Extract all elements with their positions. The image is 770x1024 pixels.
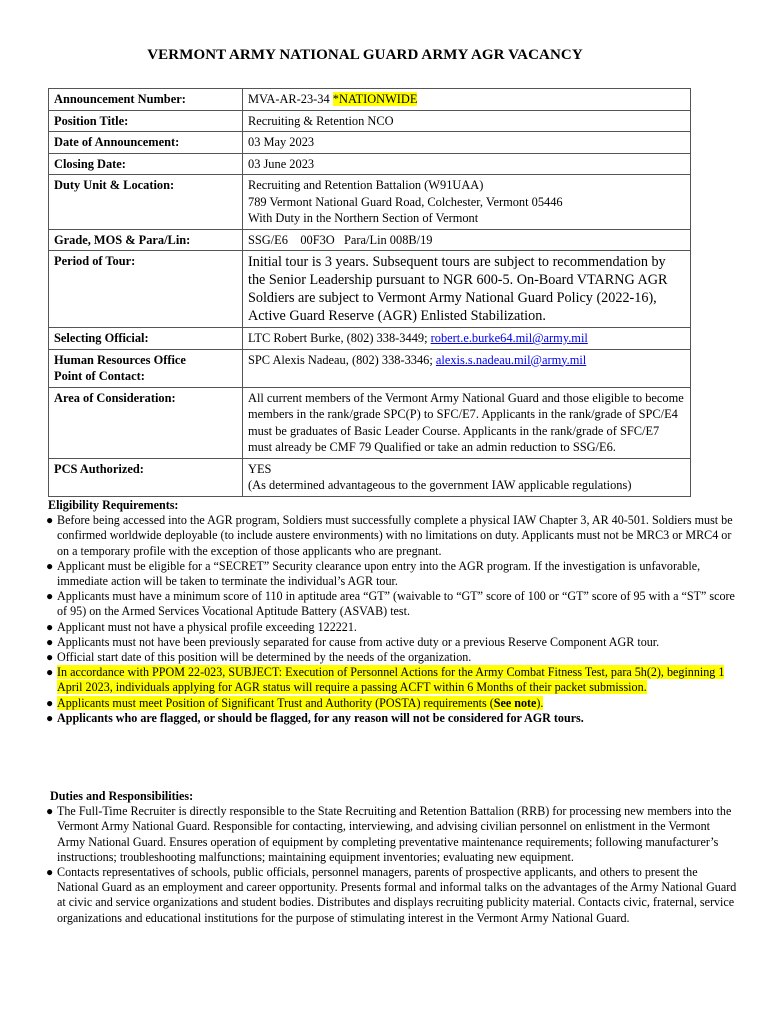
eligibility-item: [48, 650, 738, 665]
eligibility-item: [48, 635, 738, 650]
selecting-value: [243, 328, 691, 350]
eligibility-item: [48, 513, 738, 559]
row-duty: [49, 175, 691, 230]
bullet-icon: ●: [46, 665, 54, 680]
row-closing: [49, 153, 691, 175]
hr-label: [49, 349, 243, 387]
pcs-answer: YES: [248, 461, 272, 476]
duties-list: [48, 804, 738, 926]
position-value: Recruiting & Retention NCO: [243, 110, 691, 132]
duty-line: Recruiting and Retention Battalion (W91UAA): [248, 178, 484, 192]
nationwide-tag: *NATIONWIDE: [332, 92, 418, 106]
bullet-icon: ●: [46, 589, 54, 604]
duty-value: [243, 175, 691, 230]
row-hr: [49, 349, 691, 387]
bullet-icon: ●: [46, 513, 54, 528]
eligibility-item-text: Applicants must not have been previously separated for cause from active duty or a previous Reserve Component AGR tour.: [57, 634, 660, 649]
period-label: Period of Tour:: [49, 251, 243, 328]
pcs-note: (As determined advantageous to the government IAW applicable regulations): [248, 478, 632, 492]
posta-text: Applicants must meet Position of Significant Trust and Authority (POSTA) requirements (: [57, 695, 494, 710]
duties-section: [48, 789, 738, 926]
duty-label: Duty Unit & Location:: [49, 175, 243, 230]
hr-label-line: Point of Contact:: [54, 369, 145, 383]
hr-contact: SPC Alexis Nadeau, (802) 338-3346;: [248, 352, 436, 367]
selecting-email-link[interactable]: robert.e.burke64.mil@army.mil: [430, 331, 588, 345]
announcement-number: MVA-AR-23-34: [248, 92, 333, 106]
duty-line: 789 Vermont National Guard Road, Colchester, Vermont 05446: [248, 194, 563, 209]
eligibility-item-text: Applicants must have a minimum score of 110 in aptitude area “GT” (waivable to “GT” score of 100 or “GT” score of 95 with a “ST” score of 95) on the Armed Services Vocational Aptitude Battery (ASVAB) test.: [57, 589, 735, 619]
eligibility-item-text: Before being accessed into the AGR program, Soldiers must successfully complete a physical IAW Chapter 3, AR 40-501. Soldiers must be confirmed worldwide deployable (to include austere environments) with no limitations on duty. Applicants must not be MRC3 or MRC4 or on a temporary profile with the exception of those applicants who are pregnant.: [57, 513, 733, 558]
row-announcement: [49, 89, 691, 111]
duty-item: [48, 804, 738, 865]
duty-item-text: The Full-Time Recruiter is directly responsible to the State Recruiting and Retention Battalion (RRB) for processing new members into the Vermont Army National Guard. Responsible for contacting, interviewing, and advising civilian personnel on enlistment in the Vermont Army National Guard. Ensures operation of equipment by completing preventative maintenance requirements; following manufacturer’s instructions; troubleshooting malfunctions; maintaining equipment inventories; evaluating new equipment.: [57, 804, 732, 864]
bullet-icon: ●: [46, 804, 54, 819]
duties-heading: Duties and Responsibilities:: [50, 789, 194, 803]
eligibility-item-text: Official start date of this position will be determined by the needs of the organization.: [57, 650, 472, 665]
date-value: 03 May 2023: [243, 132, 691, 154]
date-label: Date of Announcement:: [49, 132, 243, 154]
area-label: Area of Consideration:: [49, 387, 243, 458]
hr-label-line: Human Resources Office: [54, 352, 186, 367]
posta-end: ).: [536, 695, 544, 710]
duty-item-text: Contacts representatives of schools, public officials, personnel managers, parents of prospective applicants, and others to present the National Guard as an employment and career opportunity. Presents formal and informal talks on the advantages of the Army National Guard at civic and service organizations and student bodies. Distributes and displays recruiting publicity material. Contacts civic, fraternal, service organizations and educational institutions for the purpose of stimulating interest in the Vermont Army National Guard.: [57, 865, 737, 925]
row-selecting: [49, 328, 691, 350]
bullet-icon: ●: [46, 865, 54, 880]
row-position: [49, 110, 691, 132]
bullet-icon: ●: [46, 634, 54, 649]
selecting-label: Selecting Official:: [49, 328, 243, 350]
announcement-label: Announcement Number:: [49, 89, 243, 111]
posta-requirement-text: [57, 696, 543, 710]
row-area: [49, 387, 691, 458]
posta-see-note: See note: [493, 695, 537, 710]
eligibility-item-text: Applicant must not have a physical profile exceeding 122221.: [57, 619, 357, 634]
announcement-value: [243, 89, 691, 111]
bullet-icon: ●: [46, 650, 54, 665]
duty-item: [48, 865, 738, 926]
hr-value: [243, 349, 691, 387]
grade-value: SSG/E6 00F3O Para/Lin 008B/19: [243, 229, 691, 251]
pcs-value: [243, 458, 691, 496]
row-period: [49, 251, 691, 328]
page-title: VERMONT ARMY NATIONAL GUARD ARMY AGR VACANCY: [147, 47, 583, 63]
eligibility-item-posta: [48, 696, 738, 711]
eligibility-item-acft: [48, 665, 738, 695]
eligibility-section: [48, 498, 738, 726]
flagged-text: Applicants who are flagged, or should be flagged, for any reason will not be considered for AGR tours.: [57, 710, 584, 725]
bullet-icon: ●: [46, 710, 54, 725]
row-grade: [49, 229, 691, 251]
eligibility-item: [48, 559, 738, 589]
closing-value: 03 June 2023: [243, 153, 691, 175]
vacancy-info-table: [48, 88, 691, 497]
eligibility-item: [48, 620, 738, 635]
period-value: Initial tour is 3 years. Subsequent tours are subject to recommendation by the Senior Leadership pursuant to NGR 600-5. On-Board VTARNG AGR Soldiers are subject to Vermont Army National Guard Policy (2022-16), Active Guard Reserve (AGR) Enlisted Stabilization.: [243, 251, 691, 328]
bullet-icon: ●: [46, 558, 54, 573]
position-label: Position Title:: [49, 110, 243, 132]
bullet-icon: ●: [46, 695, 54, 710]
row-date: [49, 132, 691, 154]
bullet-icon: ●: [46, 619, 54, 634]
acft-requirement-text: In accordance with PPOM 22-023, SUBJECT: Execution of Personnel Actions for the Army Combat Fitness Test, para 5h(2), beginning 1 April 2023, individuals applying for AGR status will require a passing ACFT within 6 Months of their packet submission.: [57, 665, 725, 695]
eligibility-item-flagged: [48, 711, 738, 726]
duty-line: With Duty in the Northern Section of Vermont: [248, 211, 479, 225]
eligibility-list: [48, 513, 738, 726]
closing-label: Closing Date:: [49, 153, 243, 175]
row-pcs: [49, 458, 691, 496]
eligibility-item: [48, 589, 738, 619]
area-value: All current members of the Vermont Army National Guard and those eligible to become members in the rank/grade SPC(P) to SFC/E7. Applicants in the rank/grade of SPC/E4 must be graduates of Basic Leader Course. Applicants in the rank/grade of SFC/E7 must already be CMF 79 Qualified or take an admin reduction to SSG/E6.: [243, 387, 691, 458]
selecting-official: LTC Robert Burke, (802) 338-3449;: [248, 331, 431, 345]
pcs-label: PCS Authorized:: [49, 458, 243, 496]
hr-email-link[interactable]: alexis.s.nadeau.mil@army.mil: [435, 352, 587, 367]
grade-label: Grade, MOS & Para/Lin:: [49, 229, 243, 251]
eligibility-item-text: Applicant must be eligible for a “SECRET” Security clearance upon entry into the AGR program. If the investigation is unfavorable, immediate action will be taken to terminate the individual’s AGR tour.: [57, 558, 701, 589]
eligibility-heading: Eligibility Requirements:: [48, 498, 179, 512]
